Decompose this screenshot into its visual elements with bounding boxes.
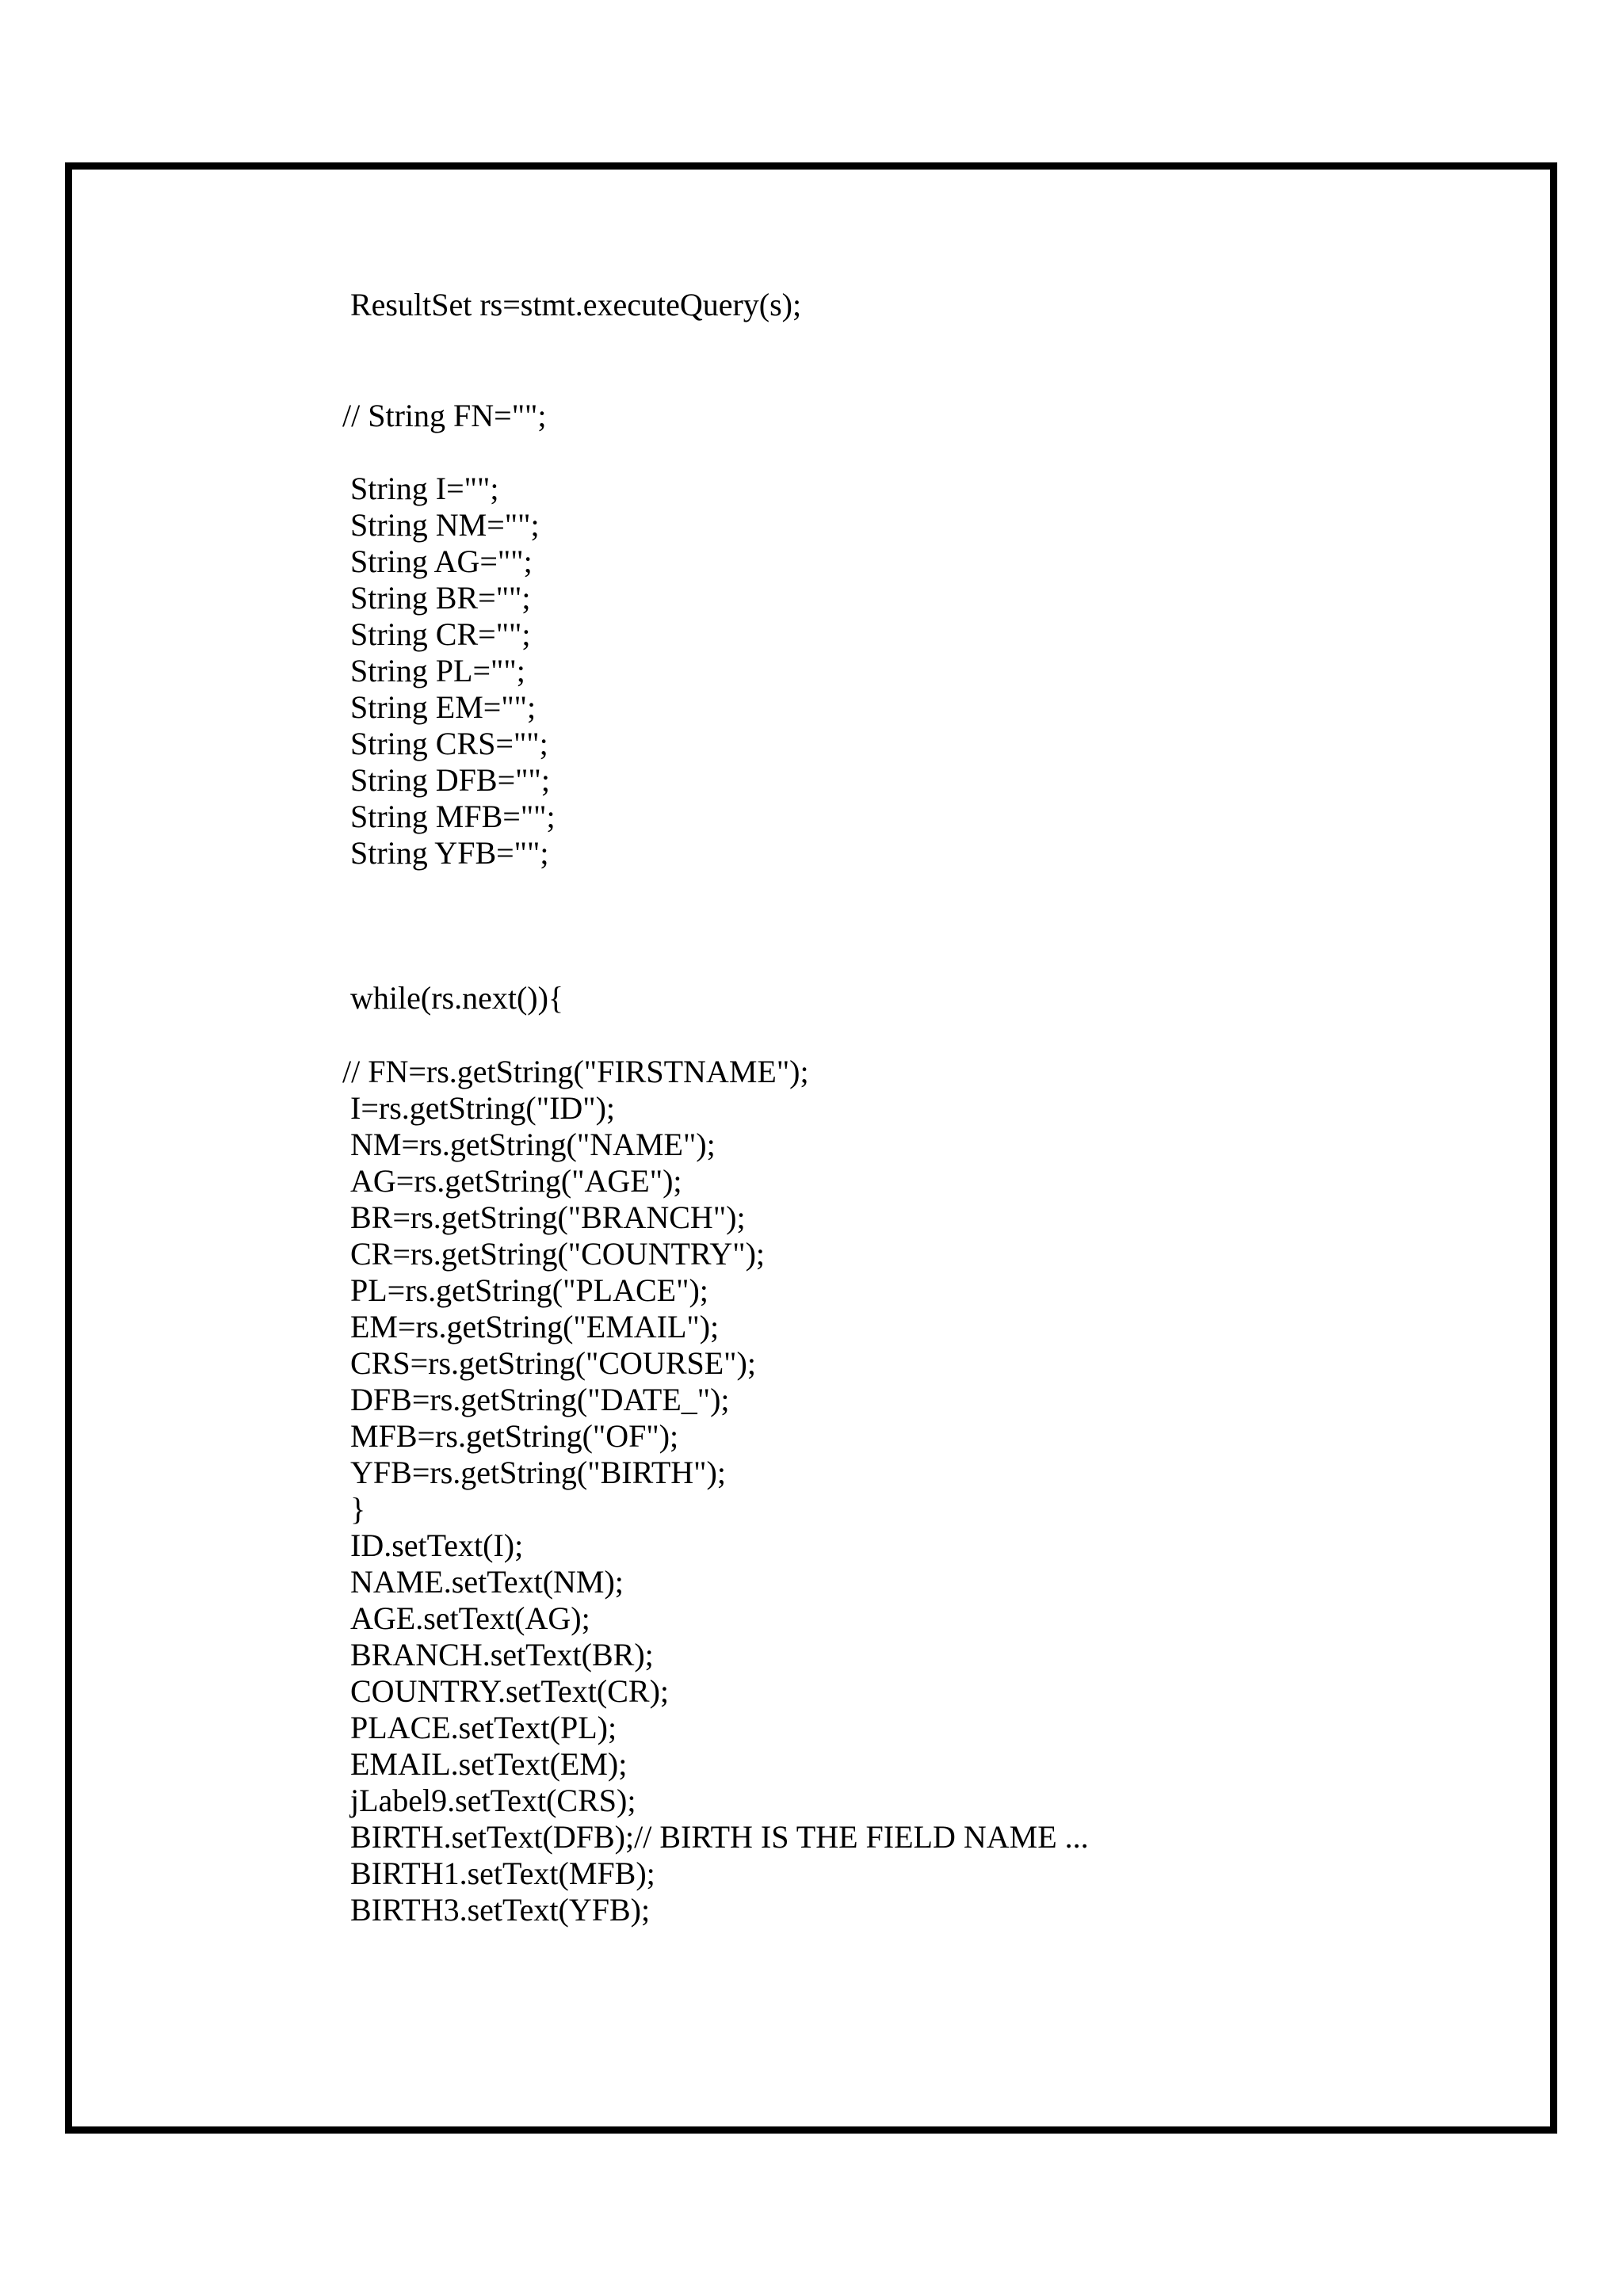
code-line: I=rs.getString("ID"); bbox=[350, 1090, 616, 1126]
code-line: NAME.setText(NM); bbox=[350, 1564, 624, 1600]
code-line: CRS=rs.getString("COURSE"); bbox=[350, 1345, 756, 1381]
code-line: AG=rs.getString("AGE"); bbox=[350, 1163, 682, 1199]
code-line: } bbox=[350, 1491, 366, 1527]
code-line: String I=""; bbox=[350, 471, 499, 506]
code-line: while(rs.next()){ bbox=[350, 980, 564, 1016]
code-line: String PL=""; bbox=[350, 653, 525, 688]
code-line: ResultSet rs=stmt.executeQuery(s); bbox=[350, 287, 802, 322]
code-line: String CRS=""; bbox=[350, 726, 548, 761]
code-line: DFB=rs.getString("DATE_"); bbox=[350, 1382, 730, 1417]
code-line: CR=rs.getString("COUNTRY"); bbox=[350, 1236, 766, 1272]
code-line: String YFB=""; bbox=[350, 835, 549, 871]
code-line: BRANCH.setText(BR); bbox=[350, 1637, 654, 1672]
code-line: BIRTH1.setText(MFB); bbox=[350, 1855, 655, 1891]
code-line: NM=rs.getString("NAME"); bbox=[350, 1127, 716, 1162]
code-line: BIRTH3.setText(YFB); bbox=[350, 1892, 651, 1928]
code-line: BR=rs.getString("BRANCH"); bbox=[350, 1199, 746, 1235]
code-line: String AG=""; bbox=[350, 543, 533, 579]
code-line: String CR=""; bbox=[350, 616, 531, 652]
code-line: YFB=rs.getString("BIRTH"); bbox=[350, 1455, 726, 1490]
code-line: ID.setText(I); bbox=[350, 1527, 524, 1563]
code-line: // String FN=""; bbox=[342, 398, 547, 433]
code-line: // FN=rs.getString("FIRSTNAME"); bbox=[342, 1054, 809, 1089]
code-line: EM=rs.getString("EMAIL"); bbox=[350, 1309, 720, 1344]
code-line: String BR=""; bbox=[350, 580, 531, 616]
code-line: String DFB=""; bbox=[350, 762, 550, 798]
code-line: COUNTRY.setText(CR); bbox=[350, 1673, 670, 1709]
code-line: String NM=""; bbox=[350, 507, 540, 543]
code-line: EMAIL.setText(EM); bbox=[350, 1746, 628, 1782]
code-line: MFB=rs.getString("OF"); bbox=[350, 1418, 679, 1454]
code-line: String EM=""; bbox=[350, 689, 537, 725]
code-line: PL=rs.getString("PLACE"); bbox=[350, 1272, 708, 1308]
code-line: String MFB=""; bbox=[350, 799, 556, 834]
code-line: AGE.setText(AG); bbox=[350, 1600, 590, 1636]
code-line: PLACE.setText(PL); bbox=[350, 1710, 617, 1745]
code-line: jLabel9.setText(CRS); bbox=[350, 1783, 636, 1818]
code-line: BIRTH.setText(DFB);// BIRTH IS THE FIELD NAME ... bbox=[350, 1819, 1089, 1855]
